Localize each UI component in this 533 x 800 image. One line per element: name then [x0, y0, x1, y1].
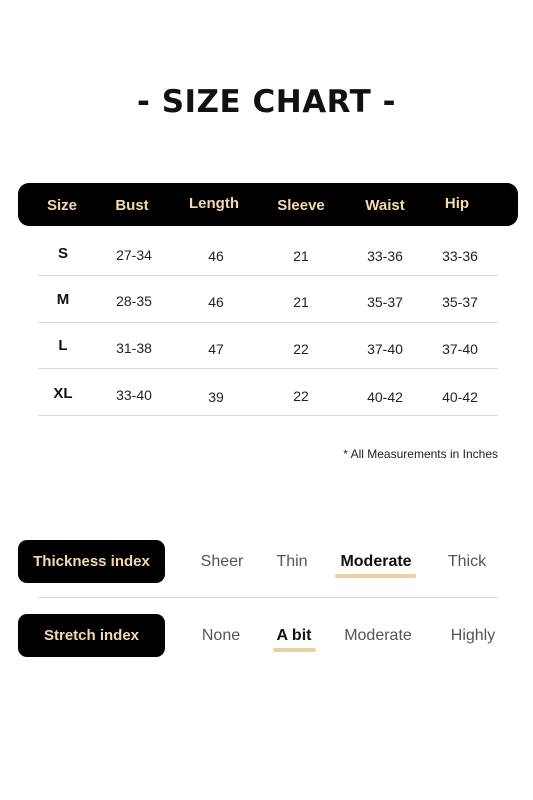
page-title: - SIZE CHART -	[137, 84, 396, 120]
cell-length: 46	[208, 248, 224, 264]
cell-length: 46	[208, 294, 224, 310]
table-row	[38, 230, 498, 276]
thickness-selected-underline	[335, 574, 416, 578]
thickness-option-moderate: Moderate	[340, 553, 412, 570]
cell-bust: 28-35	[116, 293, 152, 309]
stretch-option-a-bit: A bit	[276, 627, 312, 644]
stretch-option-moderate: Moderate	[344, 627, 412, 644]
header-bust: Bust	[115, 197, 149, 214]
thickness-option-sheer: Sheer	[200, 553, 244, 570]
cell-hip: 35-37	[442, 294, 478, 310]
table-row	[38, 323, 498, 369]
table-row	[38, 369, 498, 415]
thickness-index-label: Thickness index	[18, 540, 165, 583]
cell-size: S	[57, 245, 69, 262]
stretch-selected-underline	[273, 648, 316, 652]
size-table-header	[18, 183, 518, 226]
cell-waist: 35-37	[367, 294, 403, 310]
cell-waist: 33-36	[367, 248, 403, 264]
section-divider	[38, 597, 498, 598]
cell-hip: 37-40	[442, 341, 478, 357]
header-waist: Waist	[365, 197, 405, 214]
cell-hip: 33-36	[442, 248, 478, 264]
cell-size: L	[58, 337, 68, 354]
cell-sleeve: 22	[293, 388, 309, 404]
row-divider	[38, 415, 498, 416]
thickness-option-thick: Thick	[447, 553, 487, 570]
stretch-option-highly: Highly	[450, 627, 496, 644]
header-length: Length	[189, 195, 239, 212]
stretch-option-none: None	[201, 627, 241, 644]
cell-hip: 40-42	[442, 389, 478, 405]
header-size: Size	[46, 197, 78, 214]
cell-size: M	[56, 291, 70, 308]
table-row	[38, 276, 498, 322]
cell-length: 39	[208, 389, 224, 405]
stretch-index-label: Stretch index	[18, 614, 165, 657]
header-sleeve: Sleeve	[277, 197, 325, 214]
cell-sleeve: 21	[293, 294, 309, 310]
cell-length: 47	[208, 341, 224, 357]
cell-waist: 37-40	[367, 341, 403, 357]
cell-size: XL	[53, 385, 73, 402]
cell-waist: 40-42	[367, 389, 403, 405]
thickness-option-thin: Thin	[276, 553, 308, 570]
measurement-note: * All Measurements in Inches	[343, 447, 498, 461]
cell-sleeve: 21	[293, 248, 309, 264]
header-hip: Hip	[444, 195, 470, 212]
cell-bust: 31-38	[116, 340, 152, 356]
cell-sleeve: 22	[293, 341, 309, 357]
cell-bust: 27-34	[116, 247, 152, 263]
cell-bust: 33-40	[116, 387, 152, 403]
